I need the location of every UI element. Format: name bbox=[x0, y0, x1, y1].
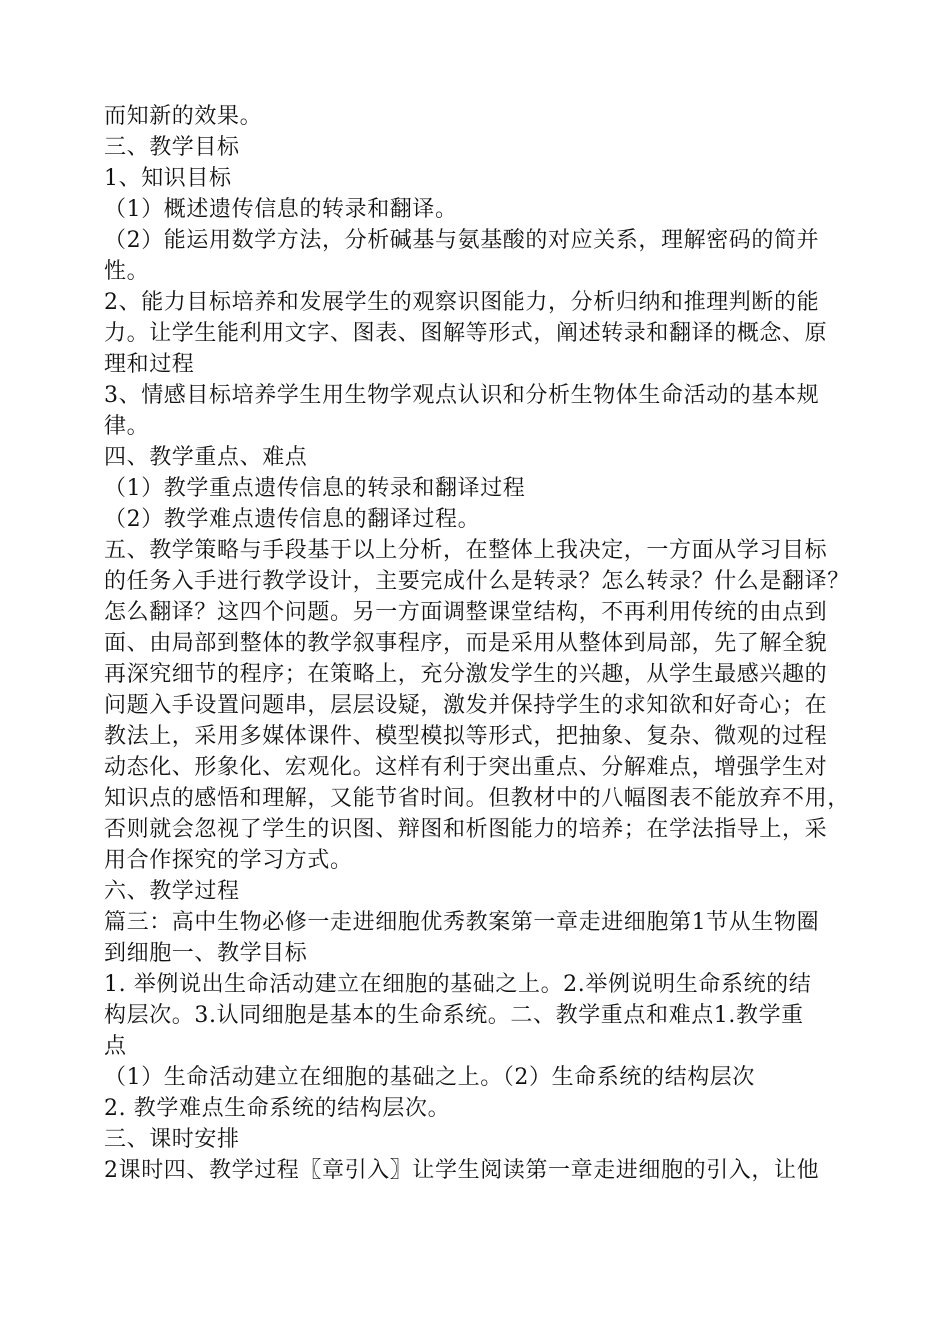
section-heading: 三、课时安排 bbox=[104, 1127, 240, 1152]
text-line: 怎么翻译？这四个问题。另一方面调整课堂结构，不再利用传统的由点到 bbox=[104, 600, 828, 625]
text-line: 律。 bbox=[104, 414, 150, 439]
text-line: （1）概述遗传信息的转录和翻译。 bbox=[104, 197, 458, 222]
text-line: 构层次。3.认同细胞是基本的生命系统。二、教学重点和难点1.教学重 bbox=[104, 1003, 804, 1028]
text-line: 2. 教学难点生命系统的结构层次。 bbox=[104, 1096, 451, 1121]
text-line: 动态化、形象化、宏观化。这样有利于突出重点、分解难点，增强学生对 bbox=[104, 755, 828, 780]
text-line: 点 bbox=[104, 1034, 127, 1059]
subsection-heading: 1、知识目标 bbox=[104, 166, 232, 191]
text-line: 用合作探究的学习方式。 bbox=[104, 848, 353, 873]
text-line: 面、由局部到整体的教学叙事程序，而是采用从整体到局部，先了解全貌 bbox=[104, 631, 828, 656]
text-line: 教法上，采用多媒体课件、模型模拟等形式，把抽象、复杂、微观的过程 bbox=[104, 724, 828, 749]
section-heading: 三、教学目标 bbox=[104, 135, 240, 160]
text-line: 的任务入手进行教学设计，主要完成什么是转录？怎么转录？什么是翻译？ bbox=[104, 569, 850, 594]
text-line: （1）生命活动建立在细胞的基础之上。（2）生命系统的结构层次 bbox=[104, 1065, 755, 1090]
text-line: 而知新的效果。 bbox=[104, 104, 263, 129]
text-line: 理和过程 bbox=[104, 352, 195, 377]
section-heading: 四、教学重点、难点 bbox=[104, 445, 308, 470]
text-line: （2）能运用数学方法，分析碱基与氨基酸的对应关系，理解密码的简并 bbox=[104, 228, 820, 253]
text-line: 性。 bbox=[104, 259, 150, 284]
text-line: 再深究细节的程序；在策略上，充分激发学生的兴趣，从学生最感兴趣的 bbox=[104, 662, 828, 687]
text-line: （2）教学难点遗传信息的翻译过程。 bbox=[104, 507, 481, 532]
text-line: 力。让学生能利用文字、图表、图解等形式，阐述转录和翻译的概念、原 bbox=[104, 321, 828, 346]
text-line: 2课时四、教学过程〖章引入〗让学生阅读第一章走进细胞的引入，让他 bbox=[104, 1158, 820, 1183]
text-line: 3、情感目标培养学生用生物学观点认识和分析生物体生命活动的基本规 bbox=[104, 383, 820, 408]
text-line: 到细胞一、教学目标 bbox=[104, 941, 308, 966]
text-line: 1. 举例说出生命活动建立在细胞的基础之上。2.举例说明生命系统的结 bbox=[104, 972, 812, 997]
text-line: 知识点的感悟和理解，又能节省时间。但教材中的八幅图表不能放弃不用， bbox=[104, 786, 850, 811]
section-heading: 六、教学过程 bbox=[104, 879, 240, 904]
document-body bbox=[104, 101, 864, 1186]
text-line: （1）教学重点遗传信息的转录和翻译过程 bbox=[104, 476, 526, 501]
text-line: 问题入手设置问题串，层层设疑，激发并保持学生的求知欲和好奇心；在 bbox=[104, 693, 828, 718]
text-line: 篇三：高中生物必修一走进细胞优秀教案第一章走进细胞第1节从生物圈 bbox=[104, 910, 820, 935]
text-line: 2、能力目标培养和发展学生的观察识图能力，分析归纳和推理判断的能 bbox=[104, 290, 820, 315]
text-line: 五、教学策略与手段基于以上分析，在整体上我决定，一方面从学习目标 bbox=[104, 538, 828, 563]
text-line: 否则就会忽视了学生的识图、辩图和析图能力的培养；在学法指导上，采 bbox=[104, 817, 828, 842]
